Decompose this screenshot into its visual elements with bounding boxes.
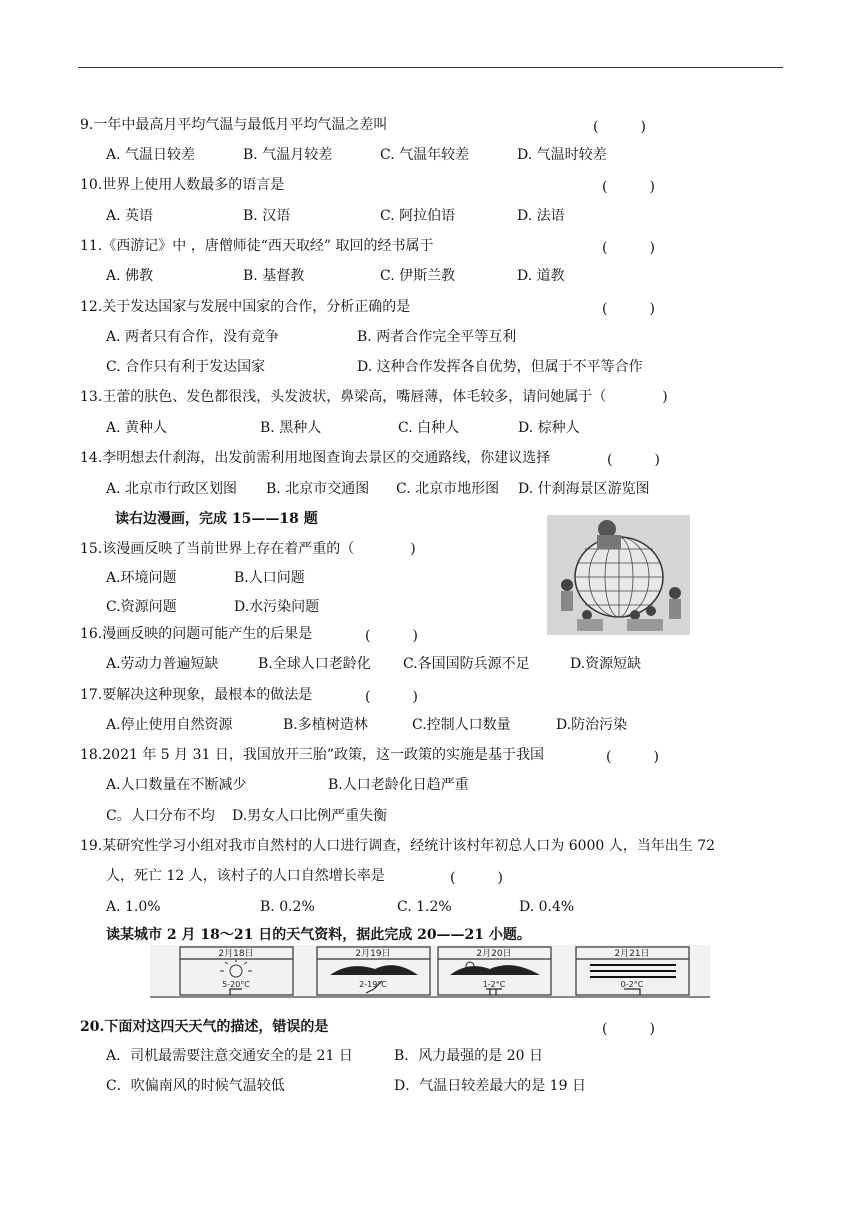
option-c: C.资源问题: [106, 599, 177, 615]
option-c: C. 白种人: [398, 420, 460, 436]
option-c: C. 气温年较差: [380, 147, 470, 163]
option-d: D.水污染问题: [234, 599, 320, 615]
question-12: 12.关于发达国家与发展中国家的合作，分析正确的是: [80, 299, 411, 315]
option-b: B. 0.2%: [260, 899, 315, 915]
option-b: B.全球人口老龄化: [258, 656, 371, 672]
answer-paren: ( ): [602, 240, 655, 256]
question-15: 15.该漫画反映了当前世界上存在着严重的（ ): [80, 541, 416, 557]
option-a: A. 英语: [106, 208, 154, 224]
option-b: B. 黑种人: [260, 420, 322, 436]
question-11: 11.《西游记》中 ，唐僧师徒“西天取经” 取回的经书属于: [80, 238, 434, 254]
option-d: D.资源短缺: [570, 656, 642, 672]
option-d: D.男女人口比例严重失衡: [232, 808, 388, 824]
option-b: B. 汉语: [243, 208, 291, 224]
weather-panel: [150, 945, 710, 998]
option-a: A. 北京市行政区划图: [106, 481, 238, 497]
question-16: 16.漫画反映的问题可能产生的后果是: [80, 626, 313, 642]
answer-paren: ( ): [593, 119, 646, 135]
option-b: B. 气温月较差: [243, 147, 333, 163]
question-18: 18.2021 年 5 月 31 日，我国放开三胎”政策，这一政策的实施是基于我国: [80, 747, 545, 763]
option-d: D. 这种合作发挥各自优势，但属于不平等合作: [357, 359, 643, 375]
question-20: 20.下面对这四天天气的描述，错误的是: [80, 1019, 329, 1035]
answer-paren: ( ): [365, 689, 418, 705]
option-a: A.环境问题: [106, 570, 177, 586]
option-d: D. 棕种人: [518, 420, 580, 436]
option-b: B．风力最强的是 20 日: [394, 1048, 544, 1064]
option-d: D．气温日较差最大的是 19 日: [394, 1078, 586, 1094]
weather-temp: 1-2°C: [482, 980, 506, 989]
section-instruction: 读右边漫画，完成 15——18 题: [115, 511, 318, 527]
question-19: 19.某研究性学习小组对我市自然村的人口进行调查，经统计该村年初总人口为 6000 人，当年出生 72: [80, 838, 716, 854]
option-b: B. 基督教: [243, 268, 305, 284]
option-b: B. 两者合作完全平等互利: [357, 329, 517, 345]
option-a: A.人口数量在不断减少: [106, 777, 247, 793]
option-d: D. 气温时较差: [517, 147, 607, 163]
option-b: B.人口问题: [234, 570, 305, 586]
option-c: C.控制人口数量: [412, 717, 511, 733]
option-a: A. 1.0%: [106, 899, 161, 915]
option-c: C. 伊斯兰教: [380, 268, 456, 284]
answer-paren: ( ): [602, 179, 655, 195]
answer-paren: ( ): [365, 628, 418, 644]
option-c: C．吹偏南风的时候气温较低: [106, 1078, 285, 1094]
option-d: D. 法语: [517, 208, 565, 224]
question-19-cont: 人，死亡 12 人，该村子的人口自然增长率是: [106, 868, 385, 884]
option-a: A.劳动力普遍短缺: [106, 656, 219, 672]
population-cartoon: [547, 515, 690, 635]
question-17: 17.要解决这种现象，最根本的做法是: [80, 687, 313, 703]
weather-temp: 2-19°C: [359, 980, 387, 989]
section-instruction: 读某城市 2 月 18～21 日的天气资料，据此完成 20——21 小题。: [106, 927, 531, 943]
option-c: C. 合作只有利于发达国家: [106, 359, 266, 375]
question-9: 9.一年中最高月平均气温与最低月平均气温之差叫: [80, 117, 388, 133]
option-c: C.各国国防兵源不足: [403, 656, 530, 672]
option-b: B. 北京市交通图: [266, 481, 370, 497]
option-b: B.多植树造林: [283, 717, 368, 733]
question-13: 13.王蕾的肤色、发色都很浅，头发波状，鼻梁高，嘴唇薄，体毛较多，请问她属于（ ): [80, 389, 668, 405]
weather-date: 2月21日: [614, 949, 650, 959]
option-c: C. 北京市地形图: [396, 481, 500, 497]
option-d: D.防治污染: [556, 717, 628, 733]
option-a: A.停止使用自然资源: [106, 717, 233, 733]
weather-date: 2月20日: [476, 949, 512, 959]
header-rule: [78, 67, 783, 68]
option-a: A. 黄种人: [106, 420, 168, 436]
answer-paren: ( ): [602, 1021, 655, 1037]
weather-date: 2月19日: [355, 949, 391, 959]
answer-paren: ( ): [450, 870, 503, 886]
answer-paren: ( ): [606, 749, 659, 765]
answer-paren: ( ): [602, 301, 655, 317]
weather-date: 2月18日: [218, 949, 254, 959]
answer-paren: ( ): [607, 452, 660, 468]
option-b: B.人口老龄化日趋严重: [328, 777, 469, 793]
weather-temp: 0-2°C: [620, 980, 644, 989]
option-a: A．司机最需要注意交通安全的是 21 日: [106, 1048, 353, 1064]
option-c: C. 阿拉伯语: [380, 208, 456, 224]
option-a: A. 两者只有合作，没有竞争: [106, 329, 280, 345]
question-10: 10.世界上使用人数最多的语言是: [80, 177, 285, 193]
option-d: D. 0.4%: [519, 899, 575, 915]
weather-temp: 5-20°C: [222, 980, 250, 989]
option-d: D. 什刹海景区游览图: [518, 481, 650, 497]
option-a: A. 气温日较差: [106, 147, 196, 163]
option-c: C。人口分布不均: [106, 808, 215, 824]
option-d: D. 道教: [517, 268, 565, 284]
option-a: A. 佛教: [106, 268, 154, 284]
option-c: C. 1.2%: [397, 899, 452, 915]
question-14: 14.李明想去什刹海，出发前需利用地图查询去景区的交通路线，你建议选择: [80, 450, 551, 466]
